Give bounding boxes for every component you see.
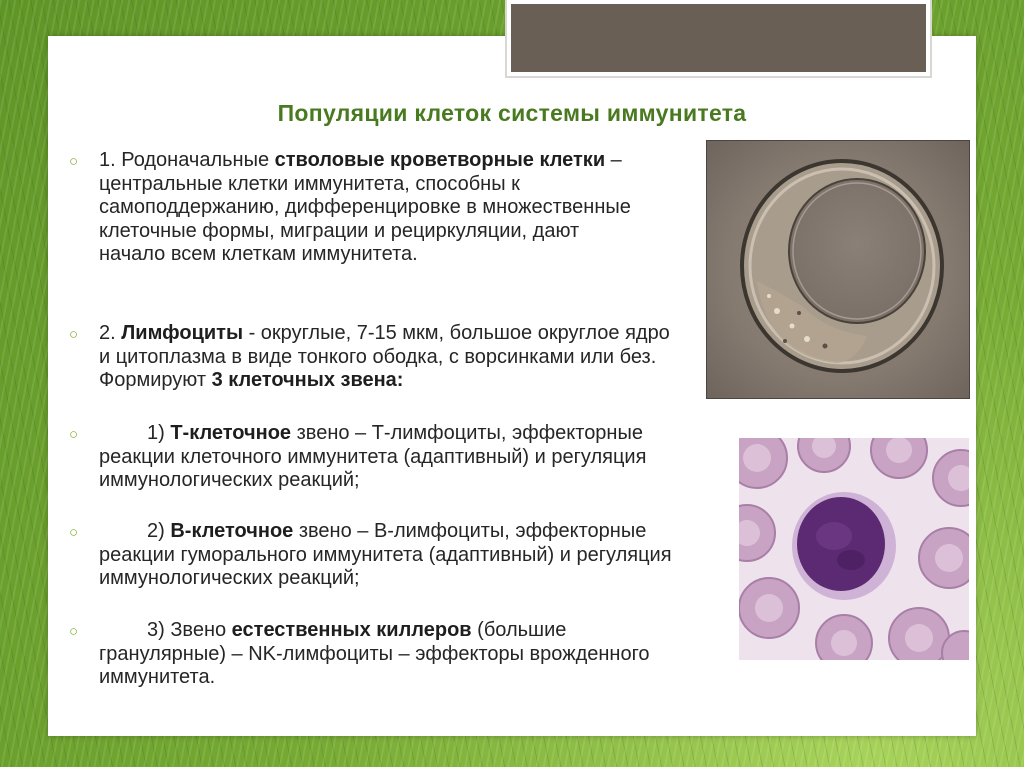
bold-term: 3 клеточных звена: [211,369,404,391]
header-decoration-box [507,0,930,76]
lymphocyte-blood-smear [739,438,969,660]
bold-term: В-клеточное [170,520,294,542]
circle-bullet-icon: ○ [69,326,79,343]
bullet-stem-cells: ○ 1. Родоначальные стволовые кроветворные клетки – центральные клетки иммунитета, способны к самоподдержанию, дифференцировке в множественные клеточные формы, миграции и рециркуляции, дают начало всем клеткам иммунитета. [69,149,631,265]
bullet-nk-cell-link: ○ 3) Звено естественных киллеров (большие гранулярные) – NK-лимфоциты – эффекторы врожденного иммунитета. [69,619,650,688]
bullet-lymphocytes: ○ 2. Лимфоциты - округлые, 7-15 мкм, большое округлое ядро и цитоплазма в виде тонкого ободка, с ворсинками или без. Формируют 3 клеточных звена: [69,322,670,391]
circle-bullet-icon: ○ [69,153,79,170]
slide-title: Популяции клеток системы иммунитета [277,100,747,126]
circle-bullet-icon: ○ [69,426,79,443]
bullet-b-cell-link: ○ 2) В-клеточное звено – В-лимфоциты, эффекторные реакции гуморального иммунитета (адаптивный) и регуляция иммунологических реакций; [69,520,672,589]
bold-term: естественных киллеров [231,619,472,641]
bold-term: Лимфоциты [121,322,244,344]
stem-cell-micrograph [706,140,970,399]
circle-bullet-icon: ○ [69,623,79,640]
bullet-t-cell-link: ○ 1) Т-клеточное звено – Т-лимфоциты, эффекторные реакции клеточного иммунитета (адаптивный) и регуляция иммунологических реакций; [69,422,647,491]
circle-bullet-icon: ○ [69,524,79,541]
bold-term: стволовые кроветворные клетки [274,149,606,171]
bold-term: Т-клеточное [170,422,292,444]
